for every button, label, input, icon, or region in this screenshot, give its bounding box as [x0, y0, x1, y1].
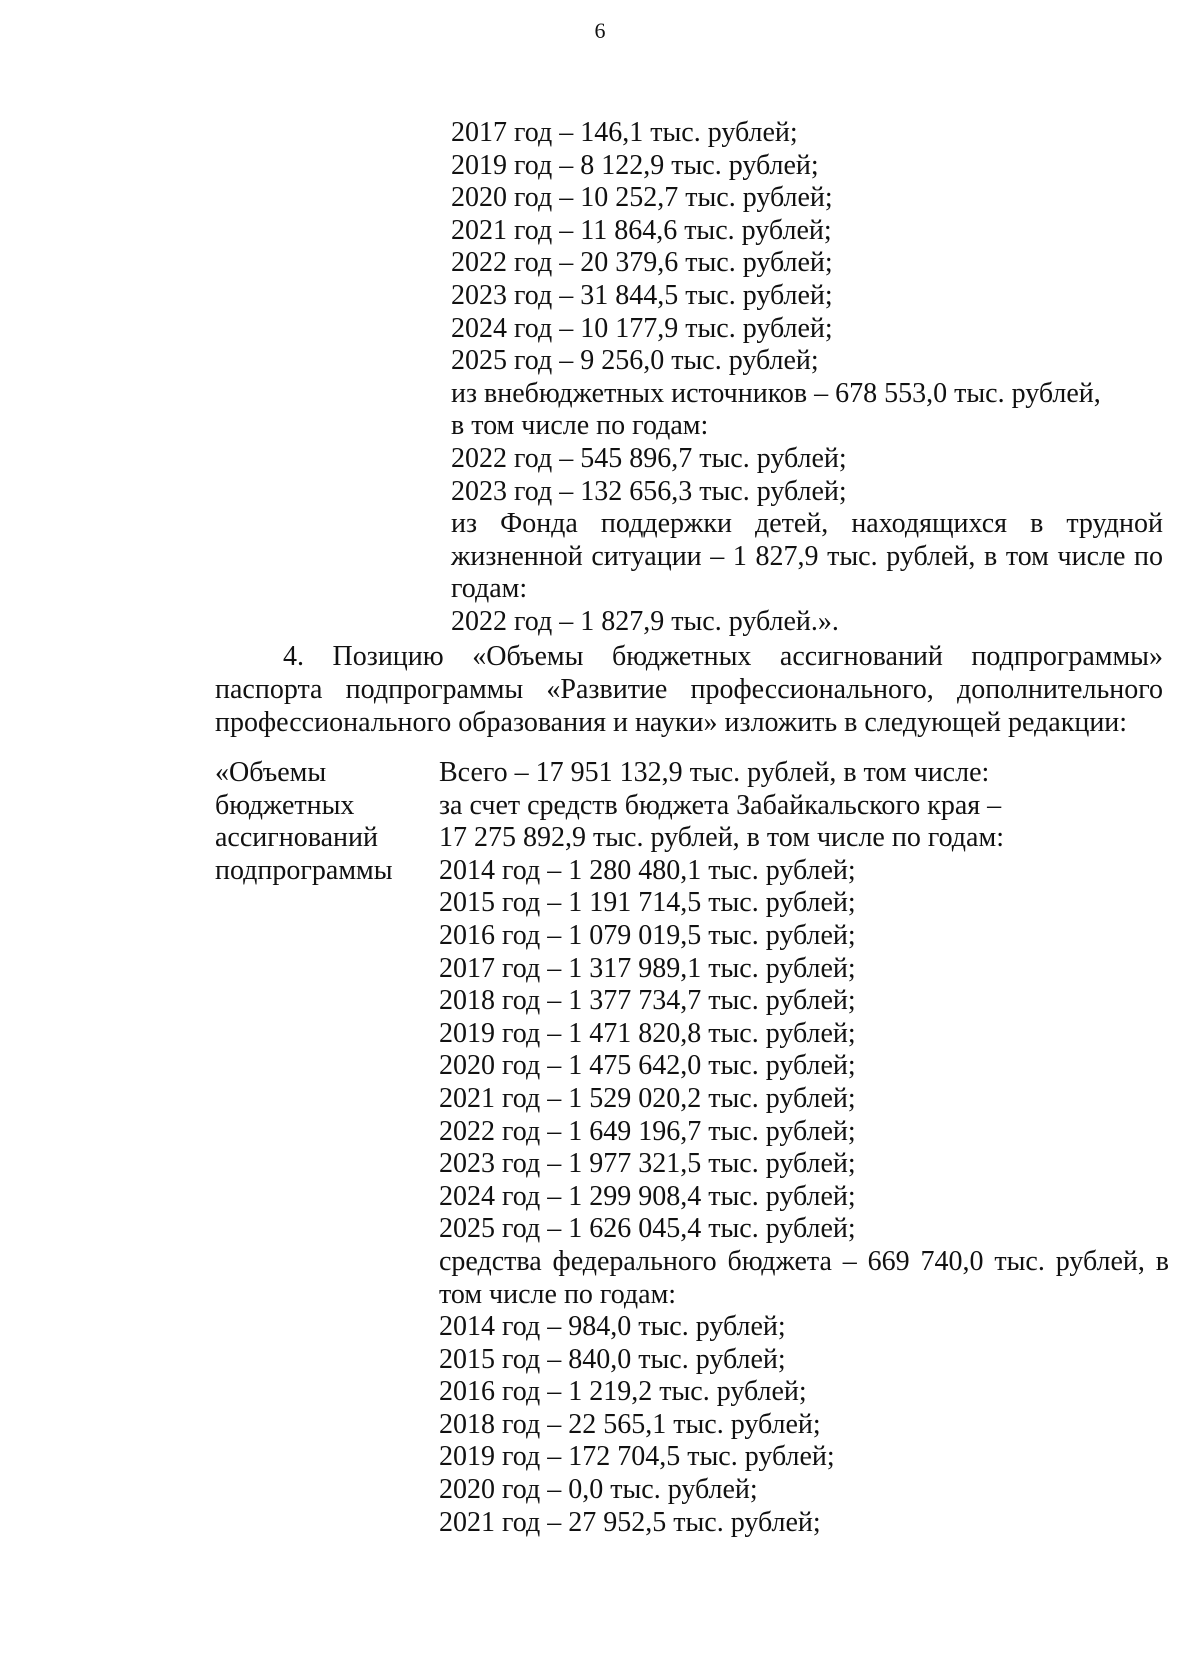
federal-paragraph: средства федерального бюджета – 669 740,0 тыс. рублей, в том числе по годам: — [439, 1245, 1169, 1310]
year-line: 2020 год – 1 475 642,0 тыс. рублей; — [439, 1050, 856, 1082]
year-line: 2016 год – 1 079 019,5 тыс. рублей; — [439, 919, 856, 951]
fund-year-line: 2022 год – 1 827,9 тыс. рублей.». — [451, 605, 839, 637]
year-line: 2017 год – 1 317 989,1 тыс. рублей; — [439, 952, 856, 984]
year-line: 2022 год – 20 379,6 тыс. рублей; — [451, 247, 833, 279]
year-line: 2018 год – 22 565,1 тыс. рублей; — [439, 1408, 821, 1440]
year-line: 2021 год – 11 864,6 тыс. рублей; — [451, 214, 832, 246]
page-number: 6 — [594, 18, 606, 43]
year-line: 2020 год – 0,0 тыс. рублей; — [439, 1474, 758, 1506]
year-line: 2023 год – 31 844,5 тыс. рублей; — [451, 279, 833, 311]
year-line: 2024 год – 1 299 908,4 тыс. рублей; — [439, 1180, 856, 1212]
year-line: 2021 год – 27 952,5 тыс. рублей; — [439, 1506, 821, 1538]
year-line: 2023 год – 132 656,3 тыс. рублей; — [451, 475, 847, 507]
year-line: 2025 год – 9 256,0 тыс. рублей; — [451, 345, 819, 377]
regional-total: 17 275 892,9 тыс. рублей, в том числе по годам: — [439, 822, 1004, 854]
extrabudget-years-intro: в том числе по годам: — [451, 410, 709, 442]
total-line: Всего – 17 951 132,9 тыс. рублей, в том числе: — [439, 757, 990, 788]
extrabudget-intro: из внебюджетных источников – 678 553,0 тыс. рублей, — [451, 377, 1101, 409]
position-label-line: «Объемы — [215, 757, 327, 788]
position-content — [439, 757, 1169, 1539]
year-line: 2019 год – 8 122,9 тыс. рублей; — [451, 149, 819, 181]
year-line: 2019 год – 1 471 820,8 тыс. рублей; — [439, 1017, 856, 1049]
year-line: 2025 год – 1 626 045,4 тыс. рублей; — [439, 1213, 856, 1245]
fund-paragraph: из Фонда поддержки детей, находящихся в трудной жизненной ситуации – 1 827,9 тыс. рублей, в том числе по годам: — [451, 508, 1163, 605]
year-line: 2020 год – 10 252,7 тыс. рублей; — [451, 182, 833, 214]
position-label-line: бюджетных — [215, 789, 355, 821]
year-line: 2022 год – 1 649 196,7 тыс. рублей; — [439, 1115, 856, 1147]
year-line: 2022 год – 545 896,7 тыс. рублей; — [451, 442, 847, 474]
year-line: 2021 год – 1 529 020,2 тыс. рублей; — [439, 1082, 856, 1114]
year-line: 2019 год – 172 704,5 тыс. рублей; — [439, 1441, 835, 1473]
year-line: 2014 год – 984,0 тыс. рублей; — [439, 1311, 786, 1343]
position-label — [215, 757, 425, 887]
funding-continuation-block — [451, 117, 1163, 639]
year-line: 2018 год – 1 377 734,7 тыс. рублей; — [439, 985, 856, 1017]
year-line: 2014 год – 1 280 480,1 тыс. рублей; — [439, 854, 856, 886]
year-line: 2024 год – 10 177,9 тыс. рублей; — [451, 312, 833, 344]
position-label-line: ассигнований — [215, 822, 378, 854]
position-label-line: подпрограммы — [215, 854, 393, 886]
year-line: 2015 год – 1 191 714,5 тыс. рублей; — [439, 887, 856, 919]
year-line: 2023 год – 1 977 321,5 тыс. рублей; — [439, 1148, 856, 1180]
year-line: 2017 год – 146,1 тыс. рублей; — [451, 117, 798, 148]
year-line: 2015 год – 840,0 тыс. рублей; — [439, 1343, 786, 1375]
item-4-paragraph: 4. Позицию «Объемы бюджетных ассигнований подпрограммы» паспорта подпрограммы «Развитие профессионального, дополнительного профессионального образования и науки» изложить в следующей редакции: — [215, 641, 1163, 738]
year-line: 2016 год – 1 219,2 тыс. рублей; — [439, 1376, 807, 1408]
regional-intro: за счет средств бюджета Забайкальского края – — [439, 789, 1002, 821]
